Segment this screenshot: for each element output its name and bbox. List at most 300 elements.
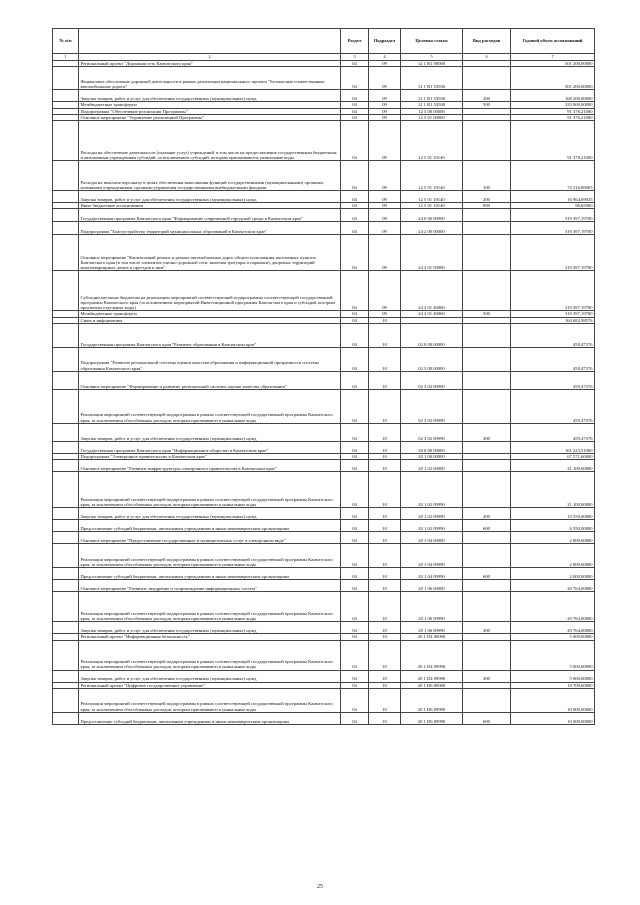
document-page [52,28,594,725]
row-razdel-cell: 04 [341,102,369,108]
header-expense-type: Вид расходов [463,29,511,54]
row-amount-cell: 319 397,19700 [511,235,595,271]
row-podrazdel-cell: 09 [369,102,401,108]
row-expense-type-cell: 600 [463,712,511,724]
row-number-cell [53,592,79,622]
row-amount-cell: 16 964,69035 [511,191,595,203]
row-podrazdel-cell: 10 [369,622,401,634]
row-name-cell: Государственная программа Камчатского края "Формирование современной городской среды в Камчатском крае" [79,209,341,222]
row-amount-cell: 164 682,98576 [511,317,595,323]
row-amount-cell: 2 000,00000 [511,544,595,568]
row-podrazdel-cell: 09 [369,161,401,191]
row-name-cell: Основное мероприятие "Развитие, внедрение и сопровождение информационных систем" [79,580,341,592]
row-expense-type-cell: 600 [463,568,511,580]
row-razdel-cell: 04 [341,682,369,688]
row-expense-type-cell [463,472,511,508]
row-podrazdel-cell: 10 [369,580,401,592]
row-podrazdel-cell: 09 [369,191,401,203]
table-row [53,235,595,271]
row-expense-type-cell: 200 [463,622,511,634]
table-row [53,67,595,90]
row-name-cell: Основное мероприятие "Предоставление государственных и муниципальных услуг в электронном виде" [79,532,341,544]
row-target-article-cell: 20 1 04 09990 [401,544,463,568]
row-target-article-cell: 20 1 02 09990 [401,520,463,532]
table-row [53,424,595,442]
row-expense-type-cell [463,532,511,544]
row-name-cell: Реализация мероприятий соответствующей подпрограммы в рамках соответствующей государственной программы Камчатского края, за исключением обособленных расходов, которым присваиваются уникальные коды [79,640,341,670]
row-target-article-cell: 20 1 02 09990 [401,472,463,508]
row-expense-type-cell: 100 [463,161,511,191]
row-name-cell: Реализация мероприятий соответствующей подпрограммы в рамках соответствующей государственной программы Камчатского края, за исключением обособленных расходов, которым присваиваются уникальные коды [79,472,341,508]
row-expense-type-cell: 200 [463,191,511,203]
row-number-cell [53,472,79,508]
row-amount-cell: 91 378,21000 [511,121,595,161]
row-expense-type-cell [463,580,511,592]
row-name-cell: Основное мероприятие "Развитие инфраструктуры электронного правительства в Камчатском крае" [79,460,341,472]
header-podrazdel: Подраздел [369,29,401,54]
row-podrazdel-cell: 09 [369,90,401,102]
row-expense-type-cell: 200 [463,90,511,102]
row-number-cell [53,121,79,161]
row-name-cell: Основное мероприятие "Управление реализацией Программы" [79,114,341,120]
table-row [53,472,595,508]
row-target-article-cell: 02 3 02 09990 [401,390,463,424]
row-expense-type-cell [463,67,511,90]
row-target-article-cell: 12 1 R1 53930 [401,67,463,90]
row-amount-cell: 91 376,21000 [511,114,595,120]
column-number: 7 [511,54,595,61]
row-amount-cell: 333 000,00000 [511,102,595,108]
row-podrazdel-cell: 09 [369,311,401,317]
table-row [53,580,595,592]
row-number-cell [53,271,79,311]
row-podrazdel-cell: 10 [369,424,401,442]
table-row [53,688,595,712]
table-row [53,324,595,348]
row-razdel-cell: 04 [341,580,369,592]
row-number-cell [53,622,79,634]
row-podrazdel-cell: 10 [369,442,401,454]
row-razdel-cell: 04 [341,634,369,640]
row-podrazdel-cell: 10 [369,640,401,670]
row-number-cell [53,544,79,568]
row-podrazdel-cell: 10 [369,634,401,640]
table-row [53,532,595,544]
row-amount-cell: 10 000,00000 [511,688,595,712]
row-name-cell: Закупка товаров, работ и услуг для обеспечения государственных (муниципальных) нужд [79,508,341,520]
row-expense-type-cell [463,222,511,235]
row-razdel-cell: 04 [341,161,369,191]
row-number-cell [53,568,79,580]
table-row [53,508,595,520]
row-razdel-cell: 04 [341,90,369,102]
row-razdel-cell: 04 [341,532,369,544]
row-expense-type-cell [463,209,511,222]
row-podrazdel-cell: 10 [369,390,401,424]
table-row [53,712,595,724]
table-row [53,90,595,102]
row-name-cell: Подпрограмма "Обеспечение реализации Программы" [79,108,341,114]
row-name-cell: Закупка товаров, работ и услуг для обеспечения государственных (муниципальных) нужд [79,90,341,102]
row-amount-cell: 319 397,19700 [511,311,595,317]
row-number-cell [53,670,79,682]
row-razdel-cell: 04 [341,544,369,568]
row-podrazdel-cell: 09 [369,121,401,161]
row-name-cell: Субсидии местным бюджетам на реализацию мероприятий соответствующей подпрограммы соответствующей государственной программы Камчатского края (за исключением мероприятий Инвестиционной программы Камчатского края и субсидий, которым присвоены отдельные коды) [79,271,341,311]
row-amount-cell: 459,47576 [511,424,595,442]
column-number: 4 [369,54,401,61]
row-amount-cell: 5 000,00000 [511,640,595,670]
row-amount-cell: 21 100,00000 [511,472,595,508]
row-target-article-cell: 24 2 01 40060 [401,271,463,311]
row-razdel-cell: 04 [341,442,369,454]
row-expense-type-cell [463,271,511,311]
row-podrazdel-cell: 10 [369,372,401,390]
row-podrazdel-cell: 10 [369,544,401,568]
row-amount-cell: 67 571,60000 [511,454,595,460]
row-expense-type-cell [463,348,511,372]
row-amount-cell: 319 397,19700 [511,222,595,235]
row-target-article-cell: 12 1 R1 53930 [401,102,463,108]
row-podrazdel-cell: 10 [369,317,401,323]
row-amount-cell: 91 376,21000 [511,108,595,114]
row-target-article-cell: 20 1 D6 09990 [401,688,463,712]
row-amount-cell: 2 000,00000 [511,568,595,580]
table-row [53,592,595,622]
row-amount-cell: 21 100,00000 [511,460,595,472]
row-razdel-cell: 04 [341,520,369,532]
row-expense-type-cell [463,442,511,454]
row-razdel-cell: 04 [341,61,369,67]
row-razdel-cell: 04 [341,472,369,508]
row-target-article-cell: 12 5 01 10140 [401,121,463,161]
row-podrazdel-cell: 10 [369,682,401,688]
row-target-article-cell: 20 1 00 00000 [401,454,463,460]
row-razdel-cell: 04 [341,688,369,712]
row-amount-cell: 501 200,00000 [511,67,595,90]
row-name-cell: Региональный проект "Информационная безопасность" [79,634,341,640]
row-podrazdel-cell: 09 [369,114,401,120]
row-amount-cell: 168 200,00000 [511,90,595,102]
table-row [53,640,595,670]
row-podrazdel-cell: 09 [369,108,401,114]
row-podrazdel-cell: 09 [369,67,401,90]
row-razdel-cell: 04 [341,424,369,442]
header-row [53,29,595,54]
row-podrazdel-cell: 10 [369,508,401,520]
row-podrazdel-cell: 10 [369,712,401,724]
row-amount-cell: 501 200,00000 [511,61,595,67]
row-name-cell: Основное мероприятие "Капитальный ремонт и ремонт автомобильных дорог общего пользования населенных пунктов Камчатского края (в том числе элементов улично-дорожной сети, включая тротуары и парковки), дворовых территорий многоквартирных домов и проездов к ним" [79,235,341,271]
row-expense-type-cell [463,235,511,271]
row-name-cell: Предоставление субсидий бюджетным, автономным учреждениям и иным некоммерческим организациям [79,712,341,724]
row-razdel-cell: 04 [341,121,369,161]
row-target-article-cell: 24 2 00 00000 [401,222,463,235]
row-razdel-cell: 04 [341,508,369,520]
row-target-article-cell: 12 5 01 10140 [401,203,463,209]
column-number: 6 [463,54,511,61]
row-name-cell: Закупка товаров, работ и услуг для обеспечения государственных (муниципальных) нужд [79,670,341,682]
row-expense-type-cell [463,121,511,161]
row-podrazdel-cell: 10 [369,532,401,544]
row-target-article-cell: 02 3 02 00000 [401,372,463,390]
row-name-cell: Реализация мероприятий соответствующей подпрограммы в рамках соответствующей государственной программы Камчатского края, за исключением обособленных расходов, которым присваиваются уникальные коды [79,544,341,568]
row-number-cell [53,442,79,454]
row-name-cell: Финансовое обеспечение дорожной деятельности в рамках реализации национального проекта "Безопасные и качественные автомобильные дороги" [79,67,341,90]
row-razdel-cell: 04 [341,209,369,222]
row-target-article-cell: 12 5 01 10140 [401,161,463,191]
row-name-cell: Межбюджетные трансферты [79,102,341,108]
column-number: 5 [401,54,463,61]
row-number-cell [53,580,79,592]
row-podrazdel-cell: 10 [369,460,401,472]
row-number-cell [53,161,79,191]
row-number-cell [53,209,79,222]
row-podrazdel-cell: 09 [369,61,401,67]
row-podrazdel-cell: 09 [369,209,401,222]
table-row [53,442,595,454]
row-name-cell: Подпрограмма "Развитие региональной системы оценки качества образования и информационной прозрачности системы образования Камчатского края" [79,348,341,372]
row-number-cell [53,460,79,472]
row-podrazdel-cell: 10 [369,454,401,460]
row-amount-cell: 20 764,00000 [511,580,595,592]
row-podrazdel-cell: 09 [369,203,401,209]
row-name-cell: Подпрограмма "Электронное правительство в Камчатском крае" [79,454,341,460]
header-razdel: Раздел [341,29,369,54]
row-expense-type-cell [463,688,511,712]
row-name-cell: Закупка товаров, работ и услуг для обеспечения государственных (муниципальных) нужд [79,424,341,442]
row-amount-cell: 6 550,00000 [511,520,595,532]
table-row [53,544,595,568]
row-name-cell: Основное мероприятие "Формирование и развитие региональной системы оценки качества образования" [79,372,341,390]
column-number: 3 [341,54,369,61]
row-razdel-cell: 04 [341,191,369,203]
row-expense-type-cell: 200 [463,508,511,520]
row-name-cell: Реализация мероприятий соответствующей подпрограммы в рамках соответствующей государственной программы Камчатского края, за исключением обособленных расходов, которым присваиваются уникальные коды [79,688,341,712]
table-row [53,209,595,222]
row-name-cell: Связь и информатика [79,317,341,323]
row-podrazdel-cell: 09 [369,222,401,235]
row-number-cell [53,324,79,348]
row-target-article-cell: 12 5 00 00000 [401,108,463,114]
row-target-article-cell: 20 1 04 09990 [401,568,463,580]
row-razdel-cell: 04 [341,622,369,634]
row-target-article-cell: 20 1 02 09990 [401,508,463,520]
row-expense-type-cell: 200 [463,424,511,442]
row-number-cell [53,688,79,712]
row-razdel-cell: 04 [341,670,369,682]
table-row [53,121,595,161]
row-amount-cell: 161 223,51000 [511,442,595,454]
row-name-cell: Межбюджетные трансферты [79,311,341,317]
row-expense-type-cell [463,460,511,472]
table-row [53,568,595,580]
row-number-cell [53,532,79,544]
row-name-cell: Предоставление субсидий бюджетным, автономным учреждениям и иным некоммерческим организациям [79,568,341,580]
row-name-cell: Региональный проект "Дорожная сеть Камчатского края" [79,61,341,67]
row-podrazdel-cell: 10 [369,520,401,532]
row-razdel-cell: 04 [341,460,369,472]
row-razdel-cell: 04 [341,203,369,209]
row-razdel-cell: 04 [341,592,369,622]
row-target-article-cell: 12 5 01 10140 [401,191,463,203]
row-number-cell [53,67,79,90]
row-podrazdel-cell: 09 [369,235,401,271]
row-number-cell [53,222,79,235]
row-amount-cell: 459,47576 [511,324,595,348]
row-name-cell: Реализация мероприятий соответствующей подпрограммы в рамках соответствующей государственной программы Камчатского края, за исключением обособленных расходов, которым присваиваются уникальные коды [79,390,341,424]
row-name-cell: Подпрограмма "Благоустройство территорий муниципальных образований в Камчатском крае" [79,222,341,235]
row-name-cell: Предоставление субсидий бюджетным, автономным учреждениям и иным некоммерческим организациям [79,520,341,532]
column-number: 2 [79,54,341,61]
table-row [53,222,595,235]
row-target-article-cell: 20 1 06 09990 [401,592,463,622]
row-razdel-cell: 04 [341,640,369,670]
row-razdel-cell: 04 [341,568,369,580]
row-target-article-cell: 24 2 01 00000 [401,235,463,271]
row-number-cell [53,640,79,670]
row-amount-cell: 459,47576 [511,348,595,372]
row-target-article-cell: 20 1 02 00000 [401,460,463,472]
table-row [53,161,595,191]
row-expense-type-cell: 500 [463,102,511,108]
row-expense-type-cell [463,372,511,390]
row-number-cell [53,348,79,372]
row-expense-type-cell [463,544,511,568]
row-number-cell [53,372,79,390]
row-amount-cell: 319 397,19700 [511,209,595,222]
header-name: Наименование [79,29,341,54]
row-razdel-cell: 04 [341,311,369,317]
table-row [53,520,595,532]
row-name-cell: Закупка товаров, работ и услуг для обеспечения государственных (муниципальных) нужд [79,191,341,203]
row-amount-cell: 20 764,00000 [511,592,595,622]
row-amount-cell: 319 397,19700 [511,271,595,311]
row-podrazdel-cell: 10 [369,472,401,508]
row-amount-cell: 96,65900 [511,203,595,209]
row-number-cell [53,712,79,724]
row-razdel-cell: 04 [341,271,369,311]
row-razdel-cell: 04 [341,390,369,424]
row-expense-type-cell: 200 [463,670,511,682]
table-row [53,372,595,390]
row-target-article-cell: 20 1 D4 00000 [401,634,463,640]
row-name-cell: Государственная программа Камчатского края "Развитие образования в Камчатском крае" [79,324,341,348]
page-number: 25 [317,884,323,890]
row-expense-type-cell [463,390,511,424]
row-name-cell: Закупка товаров, работ и услуг для обеспечения государственных (муниципальных) нужд [79,622,341,634]
row-target-article-cell: 20 1 D6 09990 [401,712,463,724]
row-target-article-cell: 20 0 00 00000 [401,442,463,454]
header-number: № п/п [53,29,79,54]
row-target-article-cell: 20 1 D4 09990 [401,670,463,682]
row-number-cell [53,390,79,424]
row-razdel-cell: 04 [341,114,369,120]
table-row [53,390,595,424]
row-amount-cell: 459,47576 [511,372,595,390]
row-razdel-cell: 04 [341,372,369,390]
row-expense-type-cell [463,324,511,348]
row-amount-cell: 18 709,60000 [511,682,595,688]
row-target-article-cell: 24 0 00 00000 [401,209,463,222]
row-target-article-cell: 20 1 06 00000 [401,580,463,592]
row-number-cell [53,235,79,271]
row-name-cell: Расходы на выплаты персоналу в целях обеспечения выполнения функций государственными (муниципальными) органами, казенными учреждениями, органами управления государственными внебюджетными фондами [79,161,341,191]
row-podrazdel-cell: 10 [369,670,401,682]
row-target-article-cell: 20 1 04 00000 [401,532,463,544]
budget-table [52,28,595,725]
row-name-cell: Реализация мероприятий соответствующей подпрограммы в рамках соответствующей государственной программы Камчатского края, за исключением обособленных расходов, которым присваиваются уникальные коды [79,592,341,622]
table-row [53,622,595,634]
row-target-article-cell: 20 1 D6 00000 [401,682,463,688]
row-name-cell: Расходы на обеспечение деятельности (оказание услуг) учреждений, в том числе на предоставление государственным бюджетным и автономным учреждениям субсидий, за исключением субсидий, которым присваиваются уникальные коды [79,121,341,161]
row-podrazdel-cell: 10 [369,568,401,580]
row-number-cell [53,191,79,203]
row-target-article-cell: 20 1 D4 09990 [401,640,463,670]
row-target-article-cell: 12 5 01 00000 [401,114,463,120]
table-row [53,670,595,682]
header-target-article: Целевая статья [401,29,463,54]
row-podrazdel-cell: 10 [369,324,401,348]
table-row [53,191,595,203]
row-target-article-cell: 02 0 00 00000 [401,324,463,348]
row-razdel-cell: 04 [341,712,369,724]
table-row [53,460,595,472]
row-number-cell [53,520,79,532]
row-razdel-cell: 04 [341,222,369,235]
row-expense-type-cell: 600 [463,520,511,532]
row-expense-type-cell [463,592,511,622]
row-amount-cell: 14 550,00000 [511,508,595,520]
row-expense-type-cell: 500 [463,311,511,317]
row-number-cell [53,90,79,102]
table-body [53,61,595,725]
row-target-article-cell: 12 1 R1 53930 [401,90,463,102]
row-razdel-cell: 04 [341,317,369,323]
row-razdel-cell: 04 [341,67,369,90]
row-podrazdel-cell: 10 [369,348,401,372]
row-amount-cell: 5 000,00000 [511,634,595,640]
row-razdel-cell: 04 [341,108,369,114]
row-amount-cell: 459,47576 [511,390,595,424]
row-amount-cell: 74 316,86065 [511,161,595,191]
table-row [53,348,595,372]
row-target-article-cell: 12 1 R1 00000 [401,61,463,67]
row-target-article-cell: 24 2 01 40060 [401,311,463,317]
row-amount-cell: 20 764,00000 [511,622,595,634]
row-razdel-cell: 04 [341,454,369,460]
row-podrazdel-cell: 09 [369,271,401,311]
row-number-cell [53,508,79,520]
row-number-cell [53,424,79,442]
row-name-cell: Государственная программа Камчатского края "Информационное общество в Камчатском крае" [79,442,341,454]
table-row [53,271,595,311]
row-amount-cell: 5 000,00000 [511,670,595,682]
row-razdel-cell: 04 [341,235,369,271]
row-razdel-cell: 04 [341,324,369,348]
row-target-article-cell: 20 1 06 09990 [401,622,463,634]
row-name-cell: Региональный проект "Цифровое государственное управление" [79,682,341,688]
column-number-row [53,54,595,61]
row-podrazdel-cell: 10 [369,592,401,622]
row-target-article-cell: 02 3 02 09990 [401,424,463,442]
column-number: 1 [53,54,79,61]
row-expense-type-cell [463,640,511,670]
header-annual-amount: Годовой объем ассигнований [511,29,595,54]
row-amount-cell: 2 000,00000 [511,532,595,544]
row-expense-type-cell: 800 [463,203,511,209]
row-razdel-cell: 04 [341,348,369,372]
